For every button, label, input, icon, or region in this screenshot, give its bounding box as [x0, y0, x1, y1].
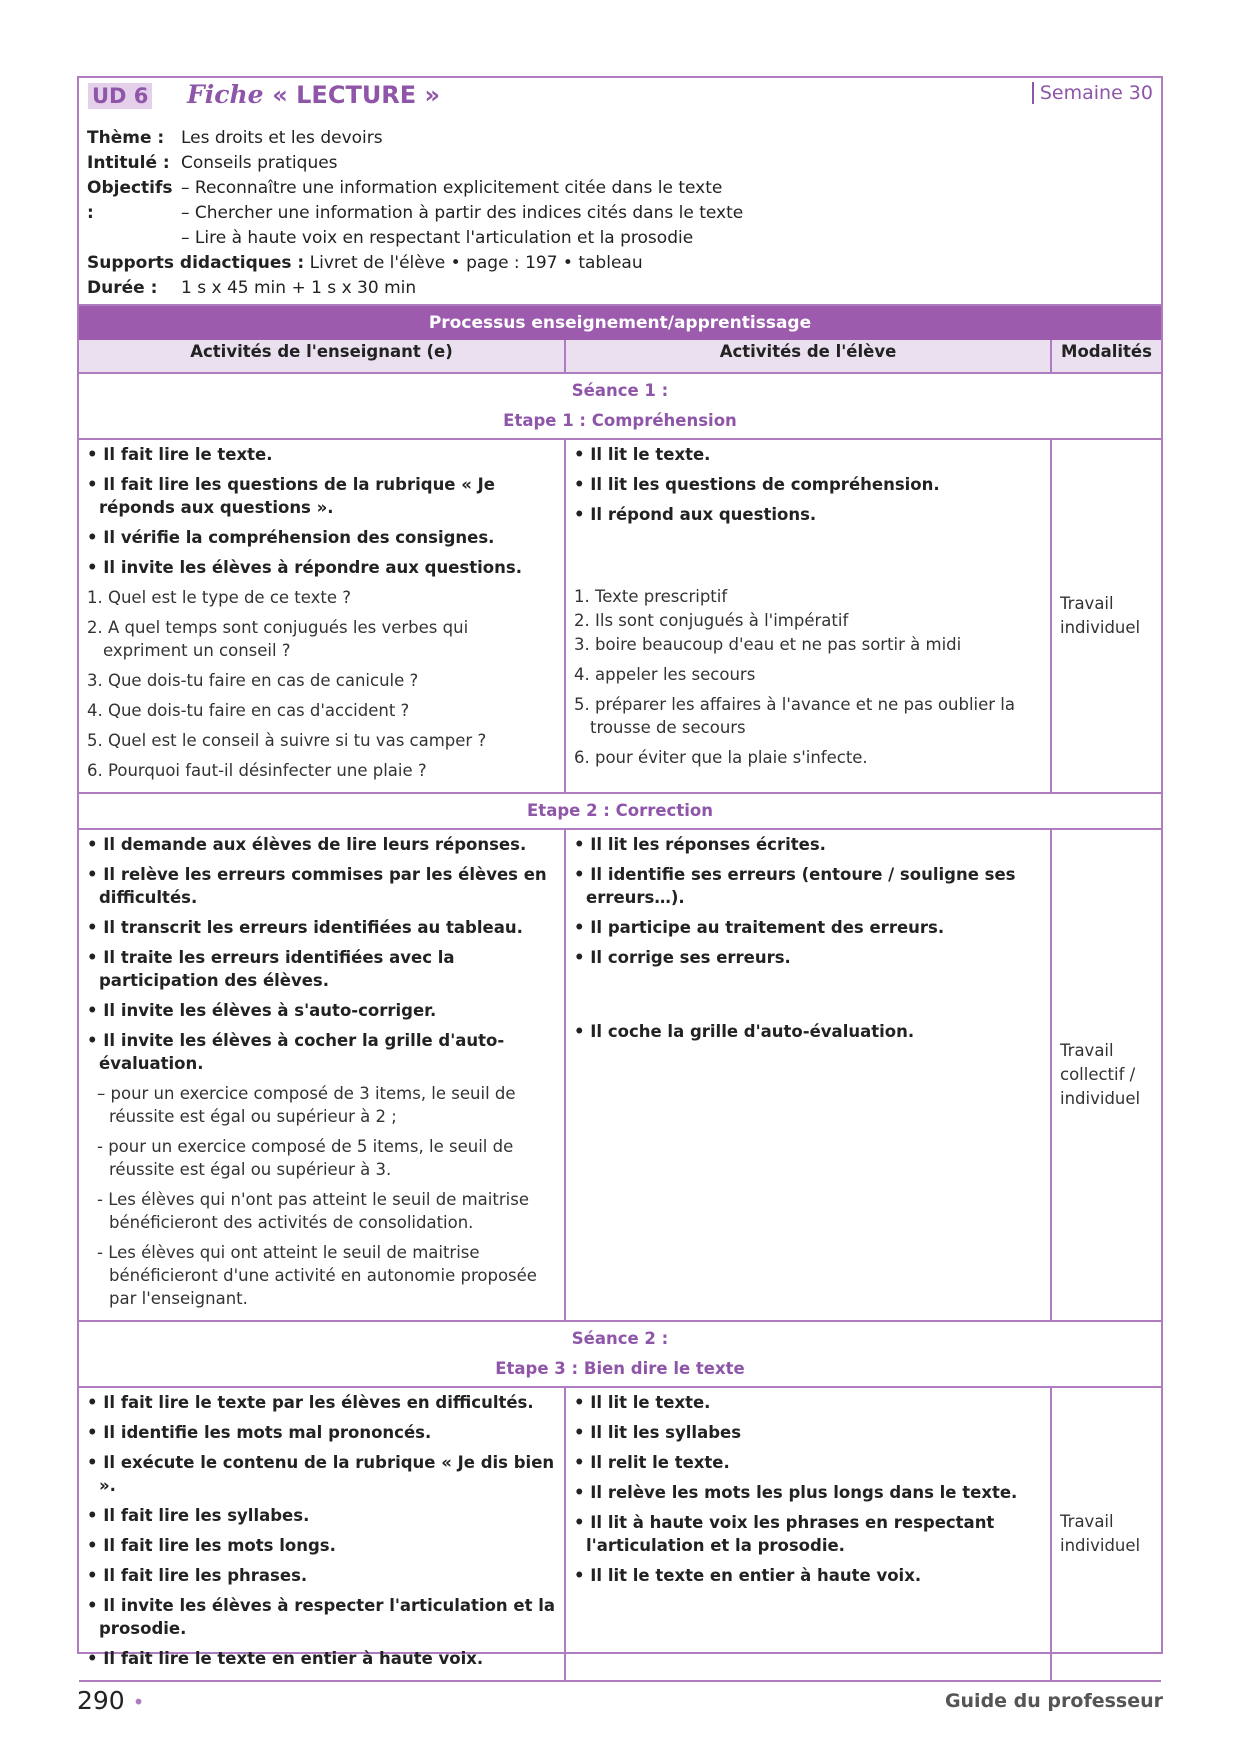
threshold-detail: - Les élèves qui ont atteint le seuil de maitrise bénéficieront d'une activité en autonomie proposée par l'enseignant.	[97, 1243, 537, 1308]
theme-label: Thème :	[87, 128, 165, 148]
duree-row	[87, 276, 743, 301]
col-header-student: Activités de l'élève	[565, 340, 1051, 373]
process-title: Processus enseignement/apprentissage	[79, 304, 1161, 340]
etape1-title: Etape 1 : Compréhension	[503, 411, 737, 430]
footer-guide-title: Guide du professeur	[944, 1690, 1163, 1712]
supports-label: Supports didactiques :	[87, 253, 305, 273]
student-activity: • Il répond aux questions.	[574, 505, 817, 524]
intitule-label: Intitulé :	[87, 153, 170, 173]
etape1-modalite: Travail individuel	[1051, 439, 1161, 793]
question-item: 3. Que dois-tu faire en cas de canicule ?	[87, 671, 419, 690]
bullet-icon: •	[132, 1690, 145, 1714]
answer-item: 1. Texte prescriptif	[574, 587, 728, 606]
student-activity: • Il identifie ses erreurs (entoure / souligne ses erreurs…).	[574, 865, 1016, 907]
student-activity: • Il lit le texte.	[574, 445, 711, 464]
col-header-teacher: Activités de l'enseignant (e)	[79, 340, 565, 373]
duree-value: 1 s x 45 min + 1 s x 30 min	[181, 278, 417, 298]
seance1-row	[79, 373, 1161, 439]
teacher-activity: • Il fait lire les questions de la rubrique « Je réponds aux questions ».	[87, 475, 495, 517]
etape2-title-row	[79, 793, 1161, 829]
etape2-teacher-cell	[79, 829, 565, 1321]
teacher-activity: • Il invite les élèves à répondre aux questions.	[87, 558, 522, 577]
student-activity: • Il participe au traitement des erreurs.	[574, 918, 945, 937]
question-item: 2. A quel temps sont conjugués les verbes qui expriment un conseil ?	[87, 618, 469, 660]
seance2-label: Séance 2 :	[571, 1329, 669, 1348]
teacher-activity: • Il fait lire les syllabes.	[87, 1506, 310, 1525]
etape1-teacher-cell	[79, 439, 565, 793]
question-item: 4. Que dois-tu faire en cas d'accident ?	[87, 701, 410, 720]
answer-item: 4. appeler les secours	[574, 665, 756, 684]
threshold-detail: – pour un exercice composé de 3 items, le seuil de réussite est égal ou supérieur à 2 ;	[97, 1084, 516, 1126]
answer-item: 5. préparer les affaires à l'avance et ne pas oublier la trousse de secours	[574, 695, 1015, 737]
teacher-activity: • Il transcrit les erreurs identifiées au tableau.	[87, 918, 523, 937]
etape2-row	[79, 829, 1161, 1321]
student-activity: • Il lit les réponses écrites.	[574, 835, 826, 854]
supports-value: Livret de l'élève • page : 197 • tableau	[309, 253, 643, 273]
lesson-sheet	[77, 76, 1163, 1668]
objectif-item: – Chercher une information à partir des indices cités dans le texte	[181, 203, 744, 223]
teacher-activity: • Il fait lire le texte en entier à haute voix.	[87, 1649, 484, 1668]
objectifs-label: Objectifs :	[87, 178, 173, 223]
teacher-activity: • Il traite les erreurs identifiées avec la participation des élèves.	[87, 948, 455, 990]
objectif-item: – Lire à haute voix en respectant l'articulation et la prosodie	[181, 228, 694, 248]
teacher-activity: • Il fait lire les phrases.	[87, 1566, 308, 1585]
meta-block	[87, 126, 743, 301]
seance1-label: Séance 1 :	[571, 381, 669, 400]
question-item: 6. Pourquoi faut-il désinfecter une plaie ?	[87, 761, 427, 780]
seance1-cell	[79, 373, 1161, 439]
teacher-activity: • Il relève les erreurs commises par les élèves en difficultés.	[87, 865, 547, 907]
etape2-title: Etape 2 : Correction	[79, 793, 1161, 829]
etape3-row	[79, 1387, 1161, 1681]
col-header-modalites: Modalités	[1051, 340, 1161, 373]
student-activity: • Il coche la grille d'auto-évaluation.	[574, 1022, 915, 1041]
etape3-teacher-cell	[79, 1387, 565, 1681]
question-item: 5. Quel est le conseil à suivre si tu vas camper ?	[87, 731, 487, 750]
activities-table	[79, 340, 1161, 1682]
fiche-prefix: Fiche	[187, 80, 264, 109]
objectifs-row	[87, 176, 743, 251]
theme-value: Les droits et les devoirs	[181, 128, 383, 148]
fiche-title	[187, 80, 440, 109]
answer-item: 3. boire beaucoup d'eau et ne pas sortir à midi	[574, 635, 962, 654]
teacher-activity: • Il identifie les mots mal prononcés.	[87, 1423, 432, 1442]
student-activity: • Il lit les syllabes	[574, 1423, 742, 1442]
student-activity: • Il lit le texte en entier à haute voix.	[574, 1566, 922, 1585]
student-activity: • Il lit le texte.	[574, 1393, 711, 1412]
student-activity: • Il relève les mots les plus longs dans le texte.	[574, 1483, 1018, 1502]
student-activity: • Il lit les questions de compréhension.	[574, 475, 940, 494]
etape1-row	[79, 439, 1161, 793]
teacher-activity: • Il fait lire le texte par les élèves en difficultés.	[87, 1393, 534, 1412]
etape1-student-cell	[565, 439, 1051, 793]
etape3-title: Etape 3 : Bien dire le texte	[495, 1359, 745, 1378]
question-item: 1. Quel est le type de ce texte ?	[87, 588, 352, 607]
duree-label: Durée :	[87, 278, 158, 298]
teacher-activity: • Il invite les élèves à respecter l'articulation et la prosodie.	[87, 1596, 556, 1638]
threshold-detail: - Les élèves qui n'ont pas atteint le seuil de maitrise bénéficieront des activités de consolidation.	[97, 1190, 529, 1232]
etape2-student-cell	[565, 829, 1051, 1321]
teacher-activity: • Il invite les élèves à cocher la grille d'auto-évaluation.	[87, 1031, 505, 1073]
teacher-activity: • Il exécute le contenu de la rubrique « Je dis bien ».	[87, 1453, 555, 1495]
teacher-activity: • Il invite les élèves à s'auto-corriger.	[87, 1001, 437, 1020]
student-activity: • Il corrige ses erreurs.	[574, 948, 791, 967]
seance2-cell	[79, 1321, 1161, 1387]
objectifs-list	[181, 176, 743, 251]
teacher-activity: • Il fait lire les mots longs.	[87, 1536, 336, 1555]
objectif-item: – Reconnaître une information explicitement citée dans le texte	[181, 178, 723, 198]
week-label: Semaine 30	[1032, 82, 1153, 104]
seance2-row	[79, 1321, 1161, 1387]
student-activity: • Il relit le texte.	[574, 1453, 730, 1472]
page-number-value: 290	[77, 1686, 125, 1715]
fiche-name: « LECTURE »	[272, 81, 441, 109]
etape3-student-cell	[565, 1387, 1051, 1681]
teacher-activity: • Il vérifie la compréhension des consignes.	[87, 528, 495, 547]
etape2-modalite: Travail collectif / individuel	[1051, 829, 1161, 1321]
teacher-activity: • Il fait lire le texte.	[87, 445, 273, 464]
intitule-row	[87, 151, 743, 176]
answer-item: 2. Ils sont conjugués à l'impératif	[574, 611, 849, 630]
intitule-value: Conseils pratiques	[181, 153, 338, 173]
theme-row	[87, 126, 743, 151]
unit-badge: UD 6	[88, 83, 152, 109]
sheet-header	[79, 78, 1161, 304]
page-number	[77, 1686, 144, 1715]
student-activity: • Il lit à haute voix les phrases en respectant l'articulation et la prosodie.	[574, 1513, 995, 1555]
teacher-activity: • Il demande aux élèves de lire leurs réponses.	[87, 835, 527, 854]
table-header-row	[79, 340, 1161, 373]
etape3-modalite: Travail individuel	[1051, 1387, 1161, 1681]
threshold-detail: - pour un exercice composé de 5 items, le seuil de réussite est égal ou supérieur à 3.	[97, 1137, 514, 1179]
supports-row	[87, 251, 743, 276]
answer-item: 6. pour éviter que la plaie s'infecte.	[574, 748, 868, 767]
